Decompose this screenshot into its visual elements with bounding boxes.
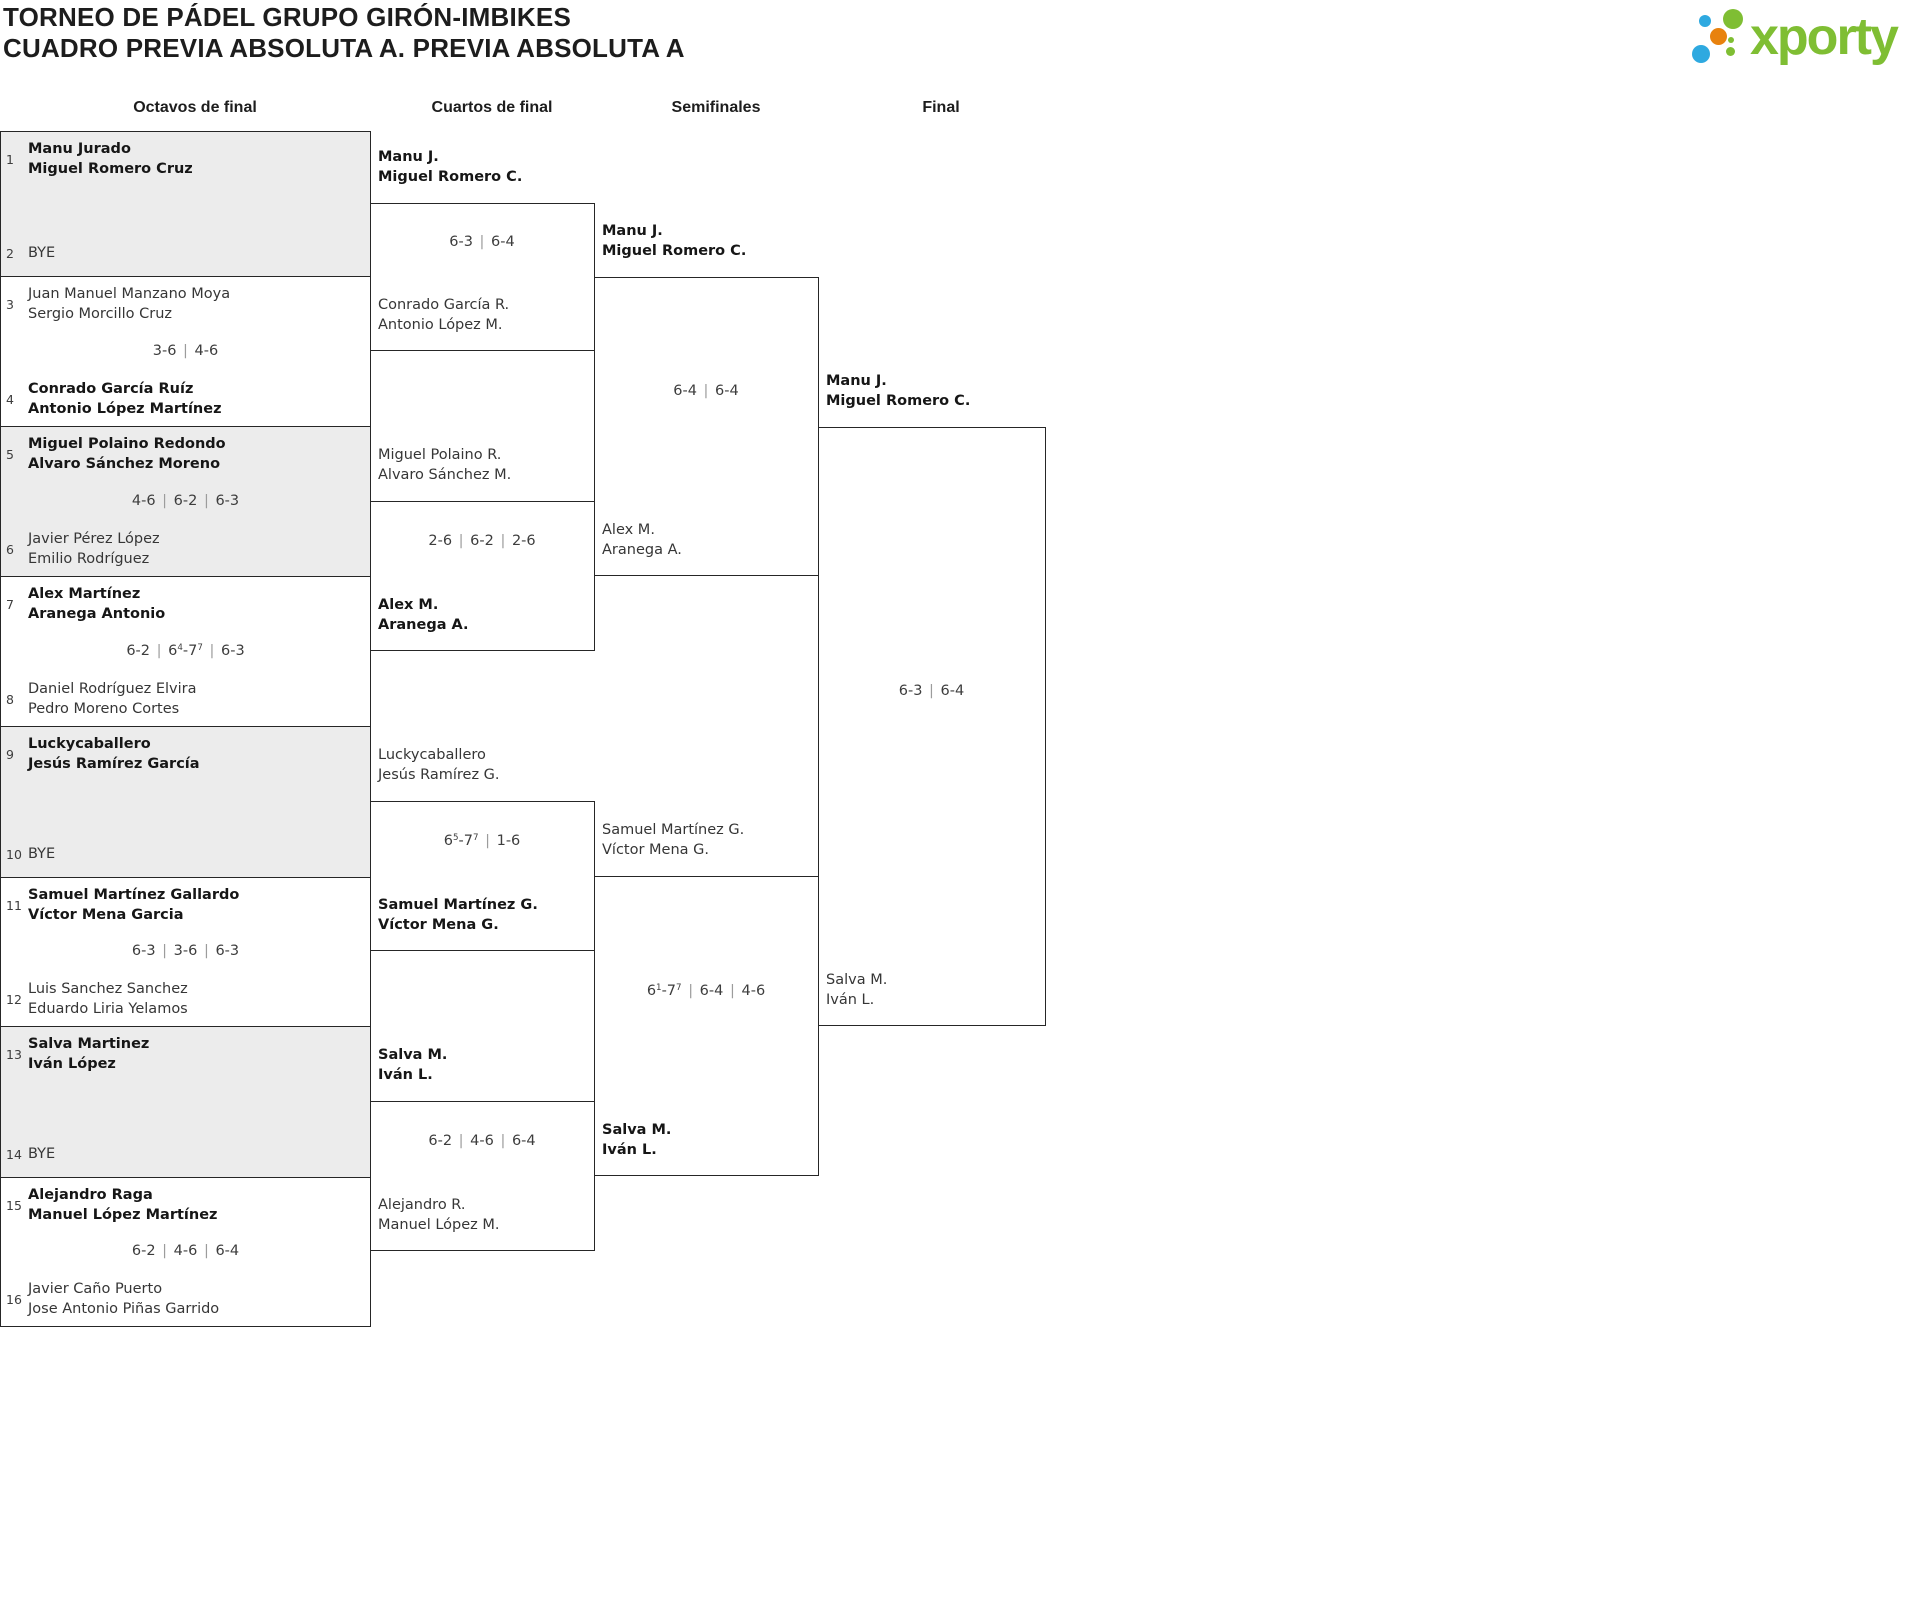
- team-name: Salva M.: [826, 972, 888, 988]
- score-qf-1: 6-3 | 6-4: [449, 234, 515, 250]
- score-r16-3-4: 3-6 | 4-6: [152, 343, 219, 359]
- team-slot-3: [6, 284, 364, 324]
- score-r16-11-12: 6-3 | 3-6 | 6-3: [131, 943, 240, 959]
- team-name: Iván L.: [602, 1142, 657, 1158]
- team-name: Luckycaballero: [378, 747, 486, 763]
- team-slot-2: [6, 243, 364, 263]
- team-slot-7: [6, 584, 364, 624]
- team-name: Salva M.: [378, 1047, 448, 1063]
- seed-2: 2: [6, 245, 14, 261]
- player-name: Manu Jurado: [28, 141, 131, 157]
- seed-7: 7: [6, 596, 14, 612]
- r16-match-1-2: [0, 131, 371, 277]
- player-name: Iván López: [28, 1056, 116, 1072]
- team-slot-15: [6, 1185, 364, 1225]
- team-slot-6: [6, 529, 364, 569]
- r16-match-13-14: [0, 1026, 371, 1178]
- logo-dot-icon: [1692, 45, 1710, 63]
- seed-12: 12: [6, 991, 22, 1007]
- team-name: Iván L.: [826, 992, 875, 1008]
- sf2-team-top: [602, 820, 818, 860]
- team-name: Alex M.: [378, 597, 439, 613]
- qf2-team-bottom: [378, 595, 594, 635]
- tournament-title: TORNEO DE PÁDEL GRUPO GIRÓN-IMBIKES: [3, 2, 571, 32]
- round-header-qf: Cuartos de final: [431, 99, 553, 116]
- score-qf-4: 6-2 | 4-6 | 6-4: [428, 1133, 536, 1149]
- team-names: [28, 1185, 364, 1225]
- team-slot-1: [6, 139, 364, 179]
- team-name: Alvaro Sánchez M.: [378, 467, 512, 483]
- player-name: Alvaro Sánchez Moreno: [28, 456, 221, 472]
- team-name: Alejandro R.: [378, 1197, 466, 1213]
- team-slot-9: [6, 734, 364, 774]
- team-name: Aranega A.: [602, 542, 682, 558]
- team-slot-12: [6, 979, 364, 1019]
- xporty-logo[interactable]: [1680, 0, 1920, 75]
- team-names: [28, 284, 364, 324]
- qf3-team-top: [378, 745, 594, 785]
- bye-label: BYE: [28, 245, 56, 261]
- team-name: Manu J.: [378, 149, 439, 165]
- team-names: [28, 584, 364, 624]
- player-name: Víctor Mena Garcia: [28, 907, 184, 923]
- seed-10: 10: [6, 846, 22, 862]
- score-sf-2: $6^1-7^7$ | 6-4 | 4-6: [646, 983, 766, 999]
- seed-5: 5: [6, 446, 14, 462]
- page-title: [3, 2, 685, 64]
- player-name: Aranega Antonio: [28, 606, 166, 622]
- player-name: Luis Sanchez Sanchez: [28, 981, 188, 997]
- score-r16-5-6: 4-6 | 6-2 | 6-3: [131, 493, 240, 509]
- team-names: [28, 243, 364, 263]
- logo-wordmark: xporty: [1750, 8, 1897, 66]
- seed-4: 4: [6, 391, 14, 407]
- team-name: Iván L.: [378, 1067, 433, 1083]
- team-slot-11: [6, 885, 364, 925]
- sf2-team-bottom: [602, 1120, 818, 1160]
- player-name: Conrado García Ruíz: [28, 381, 194, 397]
- score-qf-2: 2-6 | 6-2 | 2-6: [428, 533, 536, 549]
- player-name: Javier Pérez López: [28, 531, 160, 547]
- score-qf-3: $6^5-7^7$ | 1-6: [443, 833, 521, 849]
- player-name: Miguel Romero Cruz: [28, 161, 193, 177]
- seed-13: 13: [6, 1046, 22, 1062]
- team-name: Aranega A.: [378, 617, 469, 633]
- logo-dot-icon: [1710, 28, 1727, 45]
- score-sf-1: 6-4 | 6-4: [673, 383, 739, 399]
- final-team-top-champion: [826, 371, 1042, 411]
- team-names: [28, 885, 364, 925]
- qf2-team-top: [378, 445, 594, 485]
- r16-match-9-10: [0, 726, 371, 878]
- player-name: Javier Caño Puerto: [28, 1281, 163, 1297]
- player-name: Pedro Moreno Cortes: [28, 701, 180, 717]
- seed-9: 9: [6, 746, 14, 762]
- team-name: Samuel Martínez G.: [378, 897, 538, 913]
- sf1-team-bottom: [602, 520, 818, 560]
- qf3-team-bottom: [378, 895, 594, 935]
- seed-11: 11: [6, 897, 22, 913]
- final-team-bottom: [826, 970, 1042, 1010]
- team-name: Manuel López M.: [378, 1217, 500, 1233]
- team-name: Jesús Ramírez G.: [378, 767, 500, 783]
- team-slot-13: [6, 1034, 364, 1074]
- player-name: Eduardo Liria Yelamos: [28, 1001, 188, 1017]
- logo-dot-icon: [1723, 9, 1743, 29]
- player-name: Sergio Morcillo Cruz: [28, 306, 172, 322]
- team-name: Samuel Martínez G.: [602, 822, 745, 838]
- seed-3: 3: [6, 296, 14, 312]
- round-header-sf: Semifinales: [671, 99, 761, 116]
- team-name: Miguel Romero C.: [602, 243, 747, 259]
- seed-14: 14: [6, 1146, 22, 1162]
- player-name: Antonio López Martínez: [28, 401, 222, 417]
- player-name: Manuel López Martínez: [28, 1207, 218, 1223]
- score-final: 6-3 | 6-4: [898, 683, 965, 699]
- final-match: [818, 427, 1046, 1026]
- player-name: Emilio Rodríguez: [28, 551, 150, 567]
- logo-dot-icon: [1728, 37, 1734, 43]
- team-names: [28, 1144, 364, 1164]
- team-names: [28, 139, 364, 179]
- logo-dot-icon: [1699, 15, 1711, 27]
- team-name: Manu J.: [826, 373, 887, 389]
- team-names: [28, 679, 364, 719]
- team-slot-14: [6, 1144, 364, 1164]
- player-name: Luckycaballero: [28, 736, 151, 752]
- team-slot-8: [6, 679, 364, 719]
- seed-8: 8: [6, 691, 14, 707]
- player-name: Jesús Ramírez García: [28, 756, 200, 772]
- qf4-team-top: [378, 1045, 594, 1085]
- round-header-final: Final: [922, 99, 960, 116]
- player-name: Jose Antonio Piñas Garrido: [28, 1301, 220, 1317]
- team-names: [28, 379, 364, 419]
- team-name: Miguel Romero C.: [378, 169, 523, 185]
- seed-1: 1: [6, 151, 14, 167]
- team-names: [28, 844, 364, 864]
- team-name: Víctor Mena G.: [602, 842, 710, 858]
- player-name: Alejandro Raga: [28, 1187, 153, 1203]
- team-name: Antonio López M.: [378, 317, 503, 333]
- seed-16: 16: [6, 1291, 22, 1307]
- team-names: [28, 529, 364, 569]
- team-name: Alex M.: [602, 522, 655, 538]
- team-names: [28, 734, 364, 774]
- player-name: Samuel Martínez Gallardo: [28, 887, 240, 903]
- player-name: Salva Martinez: [28, 1036, 150, 1052]
- team-name: Miguel Polaino R.: [378, 447, 502, 463]
- score-r16-7-8: 6-2 | $6^4-7^7$ | 6-3: [126, 643, 245, 659]
- qf1-team-bottom: [378, 295, 594, 335]
- team-slot-5: [6, 434, 364, 474]
- bye-label: BYE: [28, 846, 56, 862]
- score-r16-15-16: 6-2 | 4-6 | 6-4: [131, 1243, 240, 1259]
- draw-subtitle: CUADRO PREVIA ABSOLUTA A. PREVIA ABSOLUTA A: [3, 33, 685, 63]
- player-name: Juan Manuel Manzano Moya: [28, 286, 231, 302]
- team-names: [28, 979, 364, 1019]
- team-name: Miguel Romero C.: [826, 393, 971, 409]
- sf1-team-top: [602, 221, 818, 261]
- team-names: [28, 1034, 364, 1074]
- seed-15: 15: [6, 1197, 22, 1213]
- team-name: Víctor Mena G.: [378, 917, 499, 933]
- player-name: Daniel Rodríguez Elvira: [28, 681, 197, 697]
- team-slot-4: [6, 379, 364, 419]
- bye-label: BYE: [28, 1146, 56, 1162]
- player-name: Alex Martínez: [28, 586, 141, 602]
- team-name: Salva M.: [602, 1122, 672, 1138]
- team-name: Conrado García R.: [378, 297, 510, 313]
- team-slot-10: [6, 844, 364, 864]
- team-name: Manu J.: [602, 223, 663, 239]
- seed-6: 6: [6, 541, 14, 557]
- qf4-team-bottom: [378, 1195, 594, 1235]
- qf1-team-top: [378, 147, 594, 187]
- team-names: [28, 434, 364, 474]
- round-header-r16: Octavos de final: [133, 99, 257, 116]
- team-slot-16: [6, 1279, 364, 1319]
- logo-dot-icon: [1726, 47, 1735, 56]
- team-names: [28, 1279, 364, 1319]
- player-name: Miguel Polaino Redondo: [28, 436, 226, 452]
